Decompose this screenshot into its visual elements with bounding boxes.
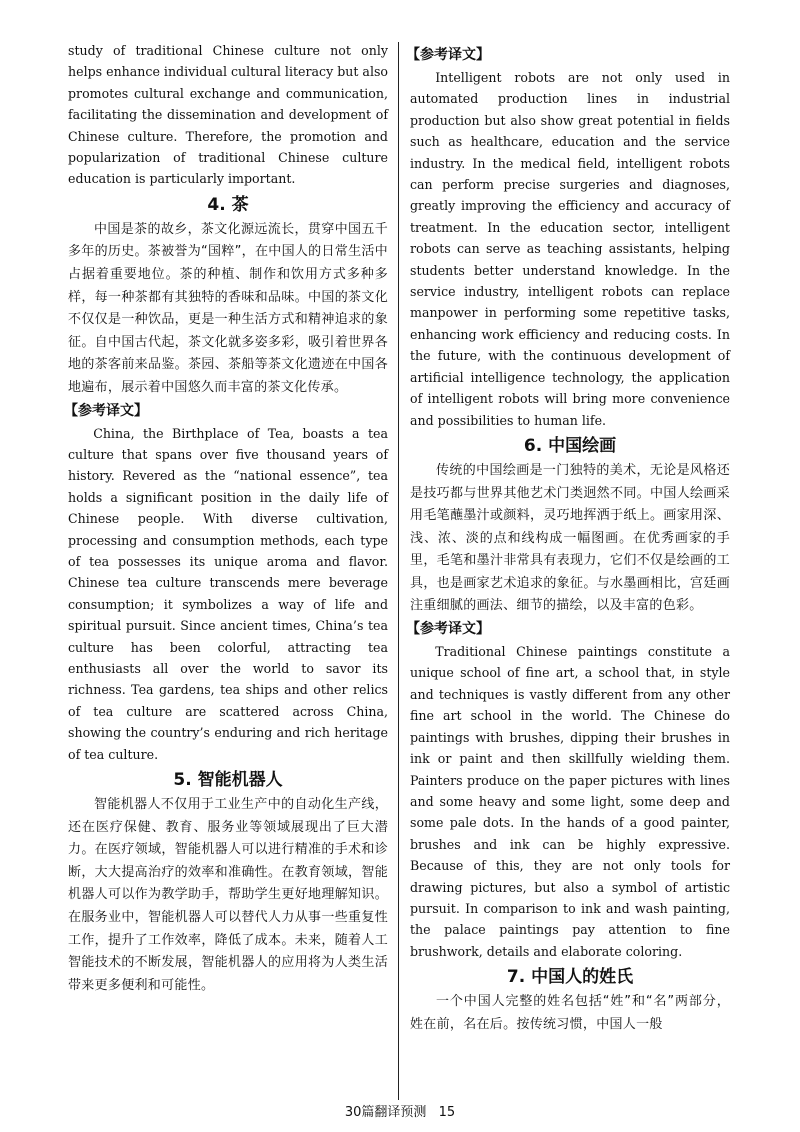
footer-book-title: 30篇翻译预测: [344, 1105, 427, 1120]
footer-page-number: 15: [438, 1105, 456, 1120]
section5-english: Intelligent robots are not only used in automated production lines in industrial production but also show great potential in fields such as healthcare, education and the service industry. In the medical field, intelligent robots can perform precise surgeries and diagnoses, greatly improving the efficiency and accuracy of treatment. In the education sector, intelligent robots can serve as teaching assistants, helping students better understand knowledge. In the service industry, intelligent robots can replace manpower in performing some repetitive tasks, enhancing work efficiency and reducing costs. In the future, with the continuous development of artificial intelligence technology, the application of intelligent robots will bring more convenience and possibilities to human life.: [410, 70, 730, 428]
section4-english: China, the Birthplace of Tea, boasts a tea culture that spans over five thousand years of history. Revered as the “national essence”, tea holds a significant position in the daily life of Chinese people. With diverse cultivation, processing and consumption methods, each type of tea possesses its unique aroma and flavor. Chinese tea culture transcends mere beverage consumption; it symbolizes a way of life and spiritual pursuit. Since ancient times, China’s tea culture has been colorful, attracting tea enthusiasts all over the world to savor its richness. Tea gardens, tea ships and other relics of tea culture are scattered across China, showing the country’s enduring and rich heritage of tea culture.: [68, 425, 388, 762]
page-footer: [0, 1101, 800, 1120]
section5-chinese: 智能机器人不仅用于工业生产中的自动化生产线，还在医疗保健、教育、服务业等领域展现出了巨大潜力。在医疗领域，智能机器人可以进行精准的手术和诊断，大大提高治疗的效率和准确性。在教育领域，智能机器人可以作为教学助手，帮助学生更好地理解知识。在服务业中，智能机器人可以替代人力从事一些重复性工作，提升了工作效率，降低了成本。未来，随着人工智能技术的不断发展，智能机器人的应用将为人类生活带来更多便利和可能性。: [68, 797, 388, 993]
section5-title: 5. 智能机器人: [173, 770, 283, 791]
section7-title: 7. 中国人的姓氏: [506, 967, 634, 988]
left-column: [64, 40, 389, 997]
section4-ref-label: 【参考译文】: [64, 402, 148, 419]
section4-chinese: 中国是茶的故乡，茶文化源远流长，贯穿中国五千多年的历史。茶被誉为“国粹”，在中国人的日常生活中占据着重要地位。茶的种植、制作和饮用方式多种多样，每一种茶都有其独特的香味和品味。中国的茶文化不仅仅是一种饮品，更是一种生活方式和精神追求的象征。自中国古代起，茶文化就多姿多彩，吸引着世界各地的茶客前来品鉴。茶园、茶船等茶文化遗迹在中国各地遍布，展示着中国悠久而丰富的茶文化传承。: [68, 221, 388, 395]
section4-title: 4. 茶: [207, 194, 249, 215]
section5-ref-label: 【参考译文】: [406, 47, 490, 63]
section6-ref-label: 【参考译文】: [406, 621, 490, 638]
right-column: [406, 44, 730, 1036]
section6-chinese: 传统的中国绘画是一门独特的美术，无论是风格还是技巧都与世界其他艺术门类迥然不同。中国人绘画采用毛笔蘸墨汁或颜料，灵巧地挥洒于纸上。画家用深、浅、浓、淡的点和线构成一幅图画。在优秀画家的手里，毛笔和墨汁非常具有表现力，它们不仅是绘画的工具，也是画家艺术追求的象征。与水墨画相比，宫廷画注重细腻的画法、细节的描绘，以及丰富的色彩。: [410, 462, 730, 614]
intro-continuation: study of traditional Chinese culture not only helps enhance individual cultural literacy but also promotes cultural exchange and communication, facilitating the dissemination and development of Chinese culture. Therefore, the promotion and popularization of traditional Chinese culture education is particularly important.: [68, 43, 389, 187]
section7-chinese: 一个中国人完整的姓名包括“姓”和“名”两部分，姓在前，名在后。按传统习惯，中国人一般: [410, 994, 730, 1032]
column-divider: [398, 42, 399, 1100]
section6-english: Traditional Chinese paintings constitute a unique school of fine art, a school that, in style and techniques is vastly different from any other fine art school in the world. The Chinese do paintings with brushes, dipping their brushes in ink or paint and then skillfully wielding them. Painters produce on the paper pictures with lines and some heavy and some light, some deep and some pale dots. In the hands of a good painter, brushes and ink can be highly expressive. Because of this, they are not only tools for drawing pictures, but also a symbol of artistic pursuit. In comparison to ink and wash painting, the palace paintings pay attention to fine brushwork, details and elaborate coloring.: [410, 644, 730, 959]
section6-title: 6. 中国绘画: [523, 435, 617, 456]
